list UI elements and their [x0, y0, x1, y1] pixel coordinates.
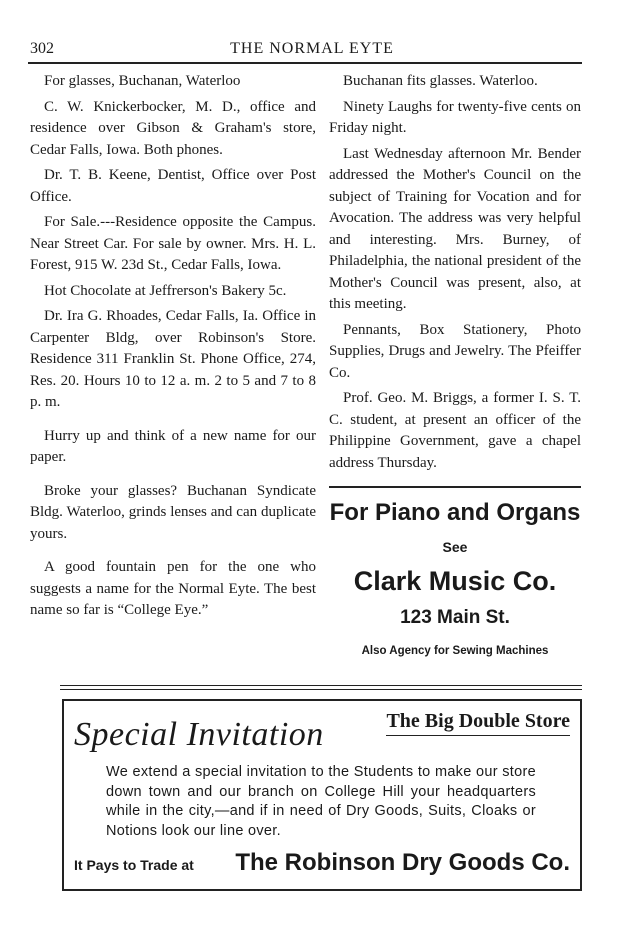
notice: Dr. Ira G. Rhoades, Cedar Falls, Ia. Office in Carpenter Bldg, over Robinson's Store. Residence 311 Franklin St. Phone Office, 274, Res. 20. Hours 10 to 12 a. m. 2 to 5 and 7 to 8 p. m. [30, 308, 316, 410]
piano-ad-address: 123 Main St. [400, 606, 510, 628]
notice: Hurry up and think of a new name for our paper. [30, 427, 316, 465]
section-rule [60, 685, 582, 686]
notice: Prof. Geo. M. Briggs, a former I. S. T. C. student, at present an officer of the Philippine Government, gave a chapel address Thursday. [329, 390, 581, 471]
notice: For glasses, Buchanan, Waterloo [44, 73, 241, 89]
notice: Broke your glasses? Buchanan Syndicate Bldg. Waterloo, grinds lenses and can duplicate yours. [30, 482, 316, 542]
piano-ad-see: See [442, 538, 468, 555]
piano-ad-headline: For Piano and Organs [329, 498, 581, 526]
robinson-ad-title: Special Invitation [74, 716, 324, 753]
notice: C. W. Knickerbocker, M. D., office and residence over Gibson & Graham's store, Cedar Falls, Iowa. Both phones. [30, 98, 316, 158]
header-rule [28, 62, 582, 64]
notice: Last Wednesday afternoon Mr. Bender addressed the Mother's Council on the subject of Training for Vocation and for Avocation. The address was very helpful and interesting. Mrs. Burney, of Philadelphia, the national president of the Mother's Council was present, also, at this meeting. [329, 145, 581, 312]
section-rule [60, 689, 582, 690]
notice: A good fountain pen for the one who suggests a name for the Normal Eyte. The best name so far is “College Eye.” [30, 559, 316, 618]
notice: Dr. T. B. Keene, Dentist, Office over Post Office. [30, 167, 316, 205]
notice: Ninety Laughs for twenty-five cents on Friday night. [329, 98, 581, 136]
robinson-ad-tagline: The Big Double Store [386, 709, 570, 736]
robinson-ad-company: The Robinson Dry Goods Co. [235, 849, 570, 876]
robinson-ad-pays: It Pays to Trade at [74, 857, 194, 873]
column-divider [329, 486, 581, 488]
page-number: 302 [30, 40, 54, 57]
notice: Hot Chocolate at Jeffrerson's Bakery 5c. [44, 282, 287, 299]
right-column [329, 71, 581, 659]
robinson-ad-body: We extend a special invitation to the Students to make our store down town and our branch on College Hill your headquarters while in the city,—and if in need of Dry Goods, Suits, Cloaks or Notions look our line over. [106, 764, 536, 839]
notice: Buchanan fits glasses. Waterloo. [343, 73, 538, 89]
piano-ad-note: Also Agency for Sewing Machines [361, 644, 549, 657]
left-column [30, 71, 316, 626]
page-title: THE NORMAL EYTE [230, 40, 394, 57]
notice: Pennants, Box Stationery, Photo Supplies, Drugs and Jewelry. The Pfeiffer Co. [329, 321, 581, 381]
robinson-ad-box [62, 699, 582, 891]
notice: For Sale.---Residence opposite the Campus. Near Street Car. For sale by owner. Mrs. H. L. Forest, 915 W. 23d St., Cedar Falls, Iowa. [30, 214, 316, 273]
piano-ad-company: Clark Music Co. [353, 565, 557, 596]
